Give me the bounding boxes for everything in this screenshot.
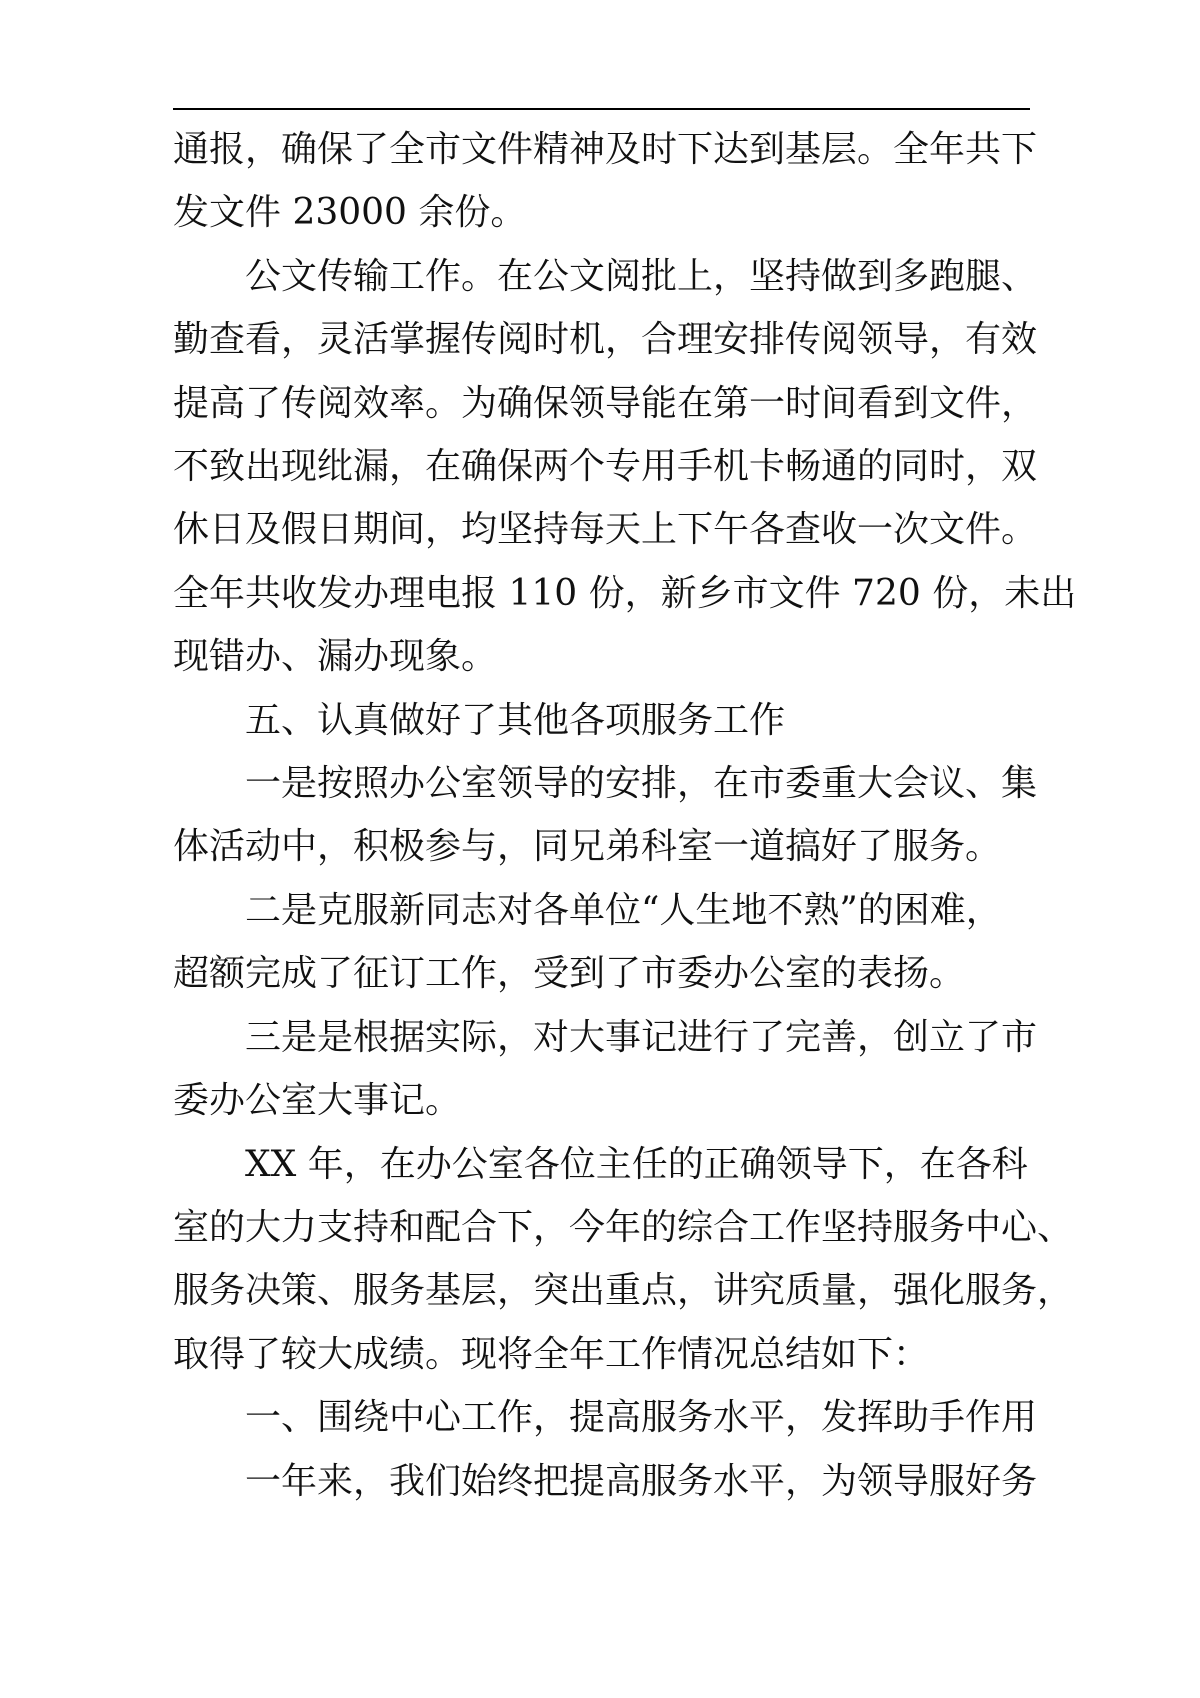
text-line: 超额完成了征订工作，受到了市委办公室的表扬。 xyxy=(173,953,966,995)
paragraph-7 xyxy=(173,1133,1074,1387)
paragraph-5 xyxy=(173,879,1033,1006)
text-line: 一是按照办公室领导的安排，在市委重大会议、集 xyxy=(245,763,1038,805)
text-line: 室的大力支持和配合下，今年的综合工作坚持服务中心、 xyxy=(173,1206,1074,1248)
text-line: 提高了传阅效率。为确保领导能在第一时间看到文件， xyxy=(173,382,1038,424)
text-line: 服务决策、服务基层，突出重点，讲究质量，强化服务， xyxy=(173,1270,1074,1312)
document-body xyxy=(173,118,1077,1513)
text-line: 通报，确保了全市文件精神及时下达到基层。全年共下 xyxy=(173,129,1038,170)
text-line: 五、认真做好了其他各项服务工作 xyxy=(245,699,786,741)
paragraph-2 xyxy=(173,245,1077,689)
text-line: 三是是根据实际，对大事记进行了完善，创立了市 xyxy=(245,1016,1038,1058)
text-line: 现错办、漏办现象。 xyxy=(173,636,498,678)
text-line: 一、围绕中心工作，提高服务水平，发挥助手作用 xyxy=(245,1397,1038,1439)
paragraph-6 xyxy=(173,1006,1038,1133)
text-line: 勤查看，灵活掌握传阅时机，合理安排传阅领导，有效 xyxy=(173,319,1038,361)
text-line: 体活动中，积极参与，同兄弟科室一道搞好了服务。 xyxy=(173,826,1002,868)
text-line: 取得了较大成绩。现将全年工作情况总结如下： xyxy=(173,1333,930,1375)
text-line: 委办公室大事记。 xyxy=(173,1080,462,1122)
paragraph-4 xyxy=(173,752,1038,879)
text-line: 全年共收发办理电报 110 份，新乡市文件 720 份，未出 xyxy=(173,572,1077,614)
header-rule xyxy=(173,108,1030,110)
text-line: 一年来，我们始终把提高服务水平，为领导服好务 xyxy=(245,1460,1038,1502)
section-heading-5 xyxy=(173,689,1033,752)
text-line: 二是克服新同志对各单位“人生地不熟”的困难， xyxy=(245,889,1002,931)
text-line: XX 年，在办公室各位主任的正确领导下，在各科 xyxy=(245,1143,1028,1185)
text-line: 公文传输工作。在公文阅批上，坚持做到多跑腿、 xyxy=(245,255,1038,297)
section-heading-1 xyxy=(173,1386,1038,1449)
paragraph-1 xyxy=(173,118,1038,245)
paragraph-9 xyxy=(173,1450,1038,1513)
text-line: 休日及假日期间，均坚持每天上下午各查收一次文件。 xyxy=(173,509,1038,551)
text-line: 发文件 23000 余份。 xyxy=(173,192,527,234)
text-line: 不致出现纰漏，在确保两个专用手机卡畅通的同时，双 xyxy=(173,446,1038,488)
